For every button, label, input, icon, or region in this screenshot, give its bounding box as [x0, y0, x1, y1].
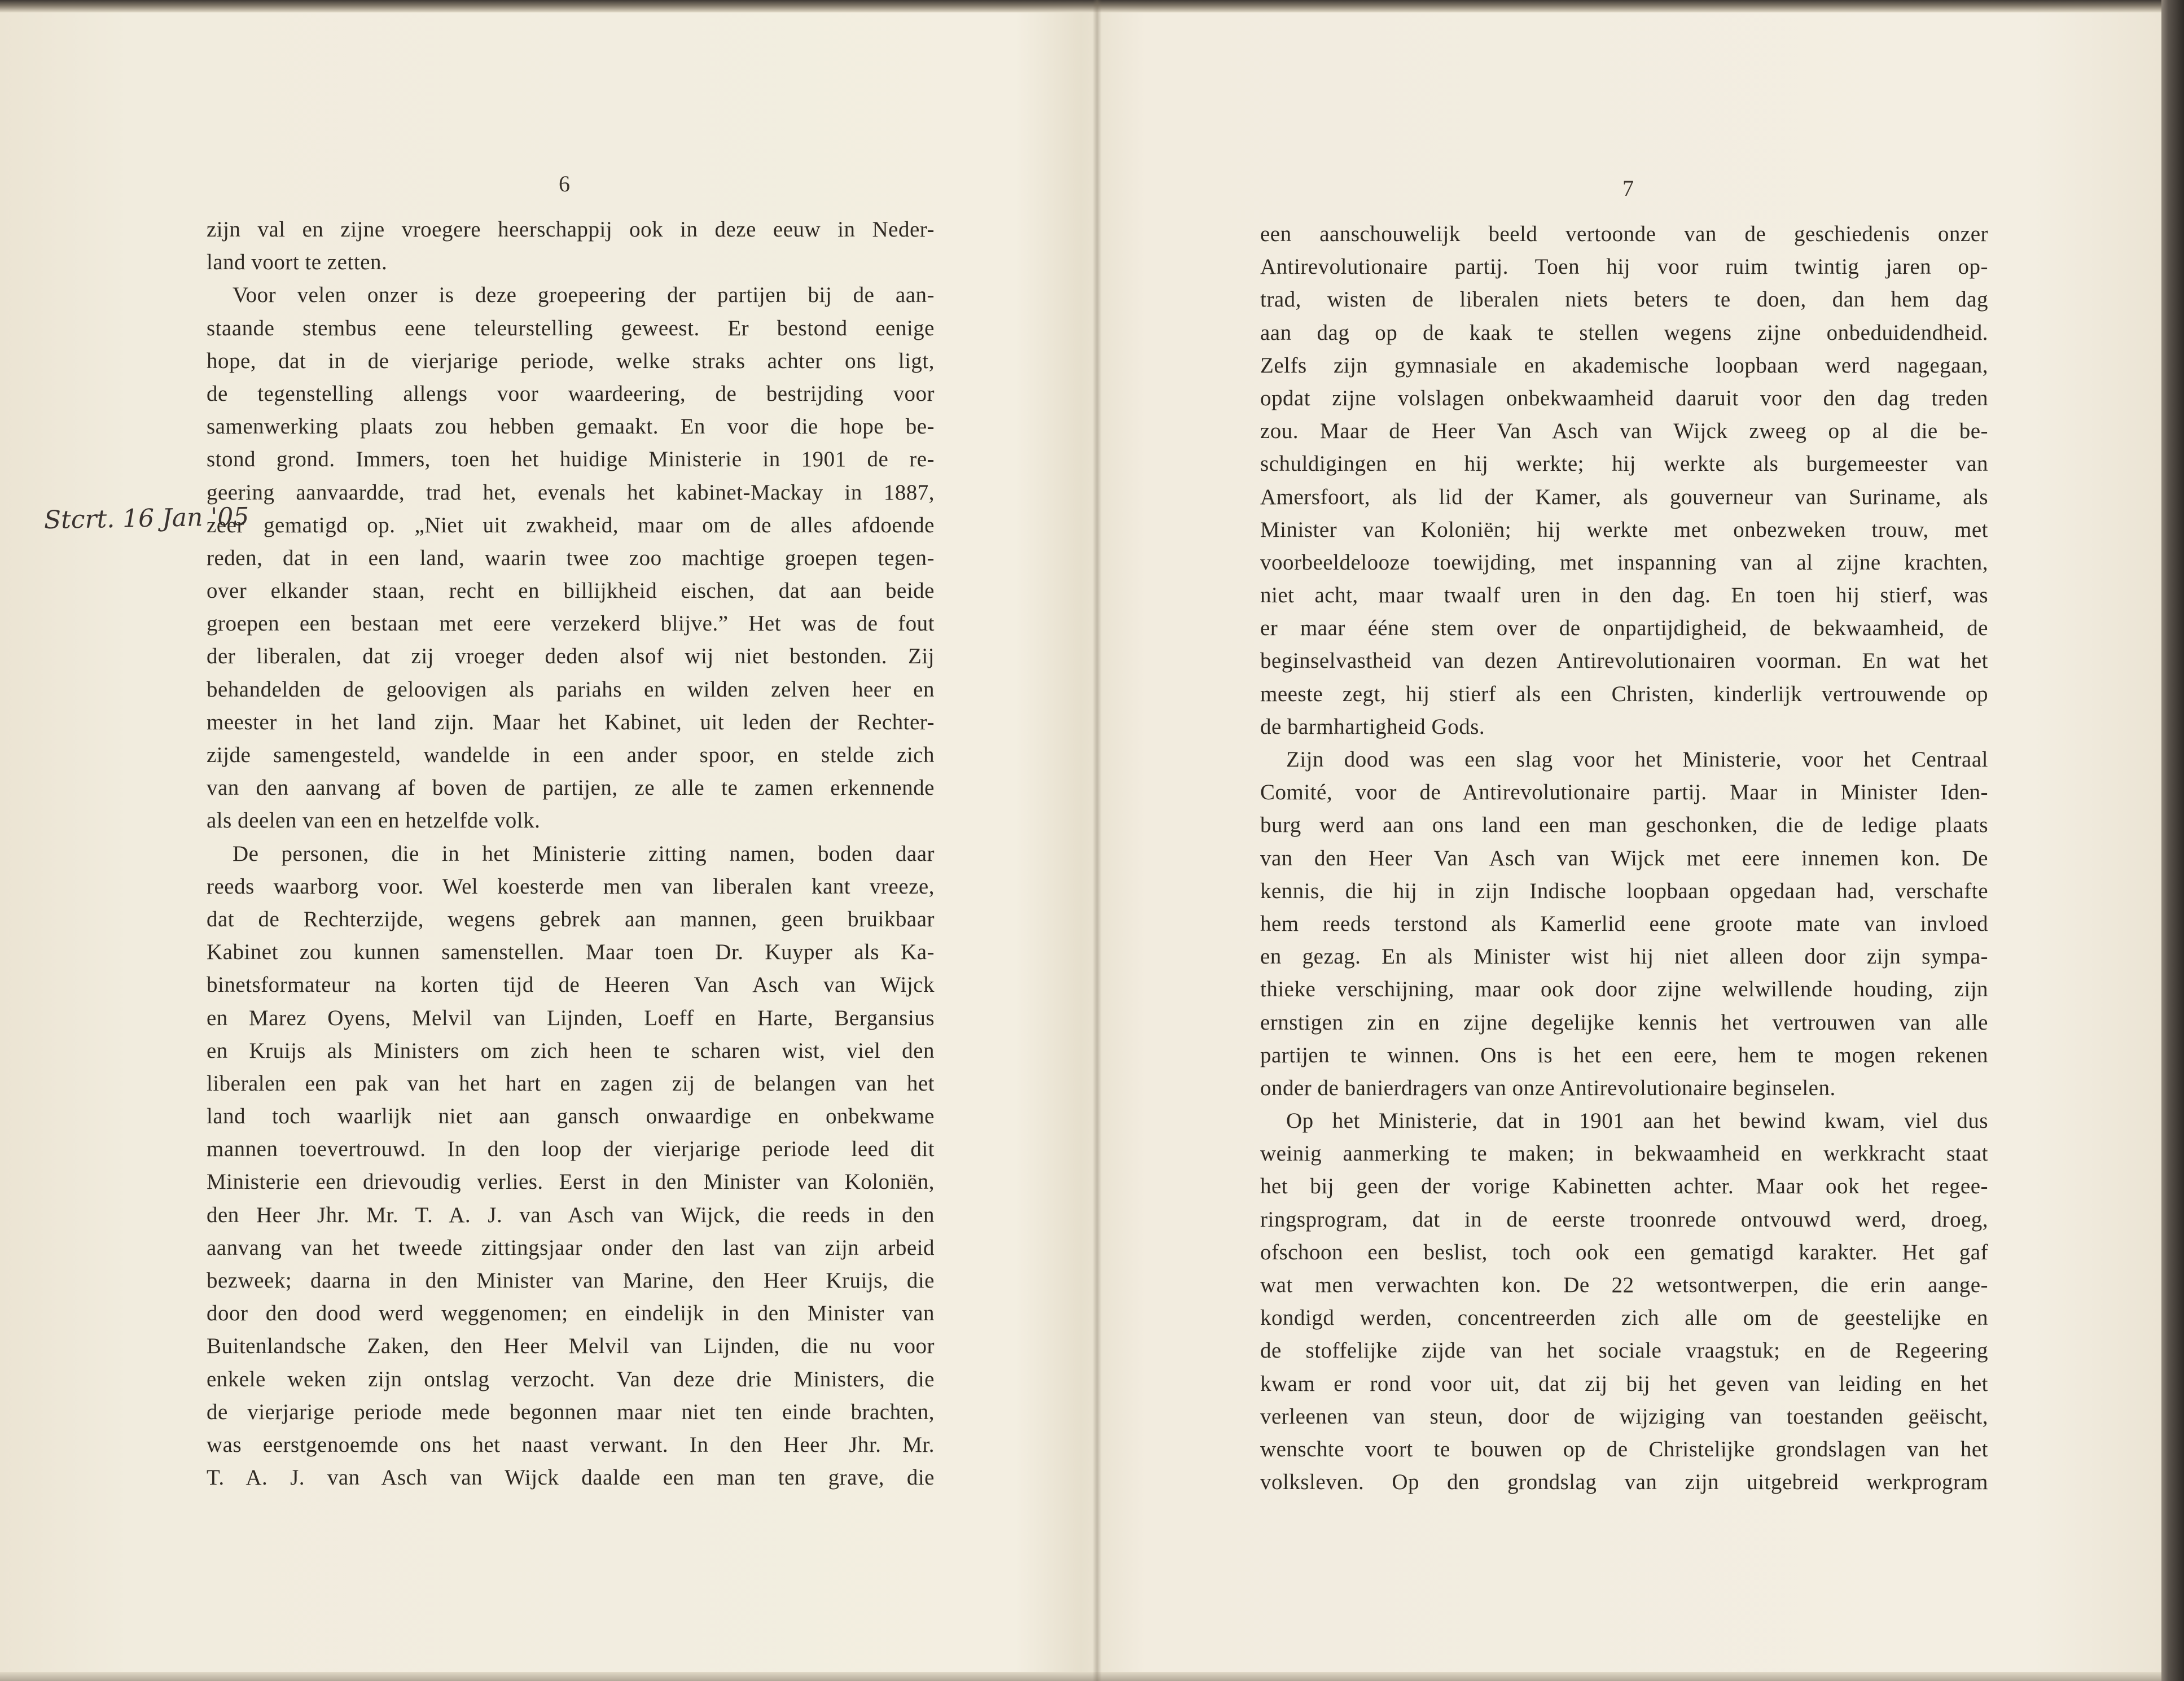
text-line: liberalen een pak van het hart en zagen zij de belangen van het — [207, 1071, 935, 1096]
text-line: ringsprogram, dat in de eerste troonrede ontvouwd werd, droeg, — [1260, 1207, 1988, 1232]
text-line: hope, dat in de vierjarige periode, welke straks achter ons ligt, — [207, 348, 935, 373]
text-line: reden, dat in een land, waarin twee zoo machtige groepen tegen- — [207, 545, 935, 570]
text-line: over elkander staan, recht en billijkheid eischen, dat aan beide — [207, 579, 935, 603]
text-line: het bij geen der vorige Kabinetten achter. Maar ook het regee- — [1260, 1174, 1988, 1199]
text-line: staande stembus eene teleurstelling geweest. Er bestond eenige — [207, 316, 935, 340]
text-line: als deelen van een en hetzelfde volk. — [207, 808, 541, 833]
text-line: opdat zijne volslagen onbekwaamheid daaruit voor den dag treden — [1260, 386, 1988, 410]
handwritten-margin-note: Stcrt. 16 Jan '05 — [43, 502, 249, 535]
page-top-edge — [0, 0, 2161, 12]
text-line: bezweek; daarna in den Minister van Marine, den Heer Kruijs, die — [207, 1268, 935, 1293]
text-line: en gezag. En als Minister wist hij niet alleen door zijn sympa- — [1260, 944, 1988, 969]
text-line: stond grond. Immers, toen het huidige Ministerie in 1901 de re- — [207, 447, 935, 472]
text-line: kondigd werden, concentreerden zich alle om de geestelijke en — [1260, 1306, 1988, 1330]
text-line: groepen een bestaan met eere verzekerd blijve.” Het was de fout — [207, 611, 935, 636]
text-line: geering aanvaardde, trad het, evenals het kabinet-Mackay in 1887, — [207, 480, 935, 505]
text-line: de barmhartigheid Gods. — [1260, 714, 1485, 739]
text-line: kennis, die hij in zijn Indische loopbaan opgedaan had, verschafte — [1260, 878, 1988, 903]
text-line: Minister van Koloniën; hij werkte met onbezweken trouw, met — [1260, 517, 1988, 542]
text-line: de vierjarige periode mede begonnen maar niet ten einde brachten, — [207, 1399, 935, 1424]
text-line: zeer gematigd op. „Niet uit zwakheid, maar om de alles afdoende — [207, 513, 935, 537]
text-line: Zelfs zijn gymnasiale en akademische loopbaan werd nagegaan, — [1260, 353, 1988, 378]
text-line: van den aanvang af boven de partijen, ze alle te zamen erkennende — [207, 776, 935, 800]
text-line: Zijn dood was een slag voor het Ministerie, voor het Centraal — [1286, 747, 1988, 772]
right-page-text — [1260, 218, 1988, 1499]
text-line: zijn val en zijne vroegere heerschappij ook in deze eeuw in Neder- — [207, 217, 935, 242]
left-page-number: 6 — [559, 171, 570, 196]
text-line: Kabinet zou kunnen samenstellen. Maar toen Dr. Kuyper als Ka- — [207, 940, 935, 965]
text-line: door den dood werd weggenomen; en eindelijk in den Minister van — [207, 1301, 935, 1326]
text-line: van den Heer Van Asch van Wijck met eere innemen kon. De — [1260, 846, 1988, 870]
text-line: burg werd aan ons land een man geschonken, die de ledige plaats — [1260, 813, 1988, 838]
text-line: trad, wisten de liberalen niets beters te doen, dan hem dag — [1260, 287, 1988, 312]
text-line: hem reeds terstond als Kamerlid eene groote mate van invloed — [1260, 911, 1988, 936]
text-line: meester in het land zijn. Maar het Kabinet, uit leden der Rechter- — [207, 710, 935, 734]
page-bottom-edge — [0, 1672, 2161, 1681]
text-line: wat men verwachten kon. De 22 wetsontwerpen, die erin aange- — [1260, 1273, 1988, 1297]
text-line: samenwerking plaats zou hebben gemaakt. En voor die hope be- — [207, 414, 935, 439]
book-gutter — [1093, 0, 1102, 1681]
text-line: onder de banierdragers van onze Antirevolutionaire beginselen. — [1260, 1075, 1836, 1100]
text-line: aan dag op de kaak te stellen wegens zijne onbeduidendheid. — [1260, 320, 1988, 345]
text-line: zou. Maar de Heer Van Asch van Wijck zweeg op al die be- — [1260, 419, 1988, 444]
text-line: De personen, die in het Ministerie zitting namen, boden daar — [233, 841, 935, 866]
text-line: Comité, voor de Antirevolutionaire partij. Maar in Minister Iden- — [1260, 780, 1988, 805]
text-line: kwam er rond voor uit, dat zij bij het geven van leiding en het — [1260, 1371, 1988, 1396]
text-line: dat de Rechterzijde, wegens gebrek aan mannen, geen bruikbaar — [207, 907, 935, 931]
text-line: was eerstgenoemde ons het naast verwant. In den Heer Jhr. Mr. — [207, 1432, 935, 1457]
text-line: en Marez Oyens, Melvil van Lijnden, Loeff en Harte, Bergansius — [207, 1005, 935, 1030]
text-line: aanvang van het tweede zittingsjaar onder den last van zijn arbeid — [207, 1235, 935, 1260]
text-line: meeste zegt, hij stierf als een Christen, kinderlijk vertrouwende op — [1260, 681, 1988, 706]
text-line: Amersfoort, als lid der Kamer, als gouverneur van Suriname, als — [1260, 484, 1988, 509]
text-line: der liberalen, dat zij vroeger deden alsof wij niet bestonden. Zij — [207, 644, 935, 669]
text-line: schuldigingen en hij werkte; hij werkte als burgemeester van — [1260, 452, 1988, 476]
text-line: volksleven. Op den grondslag van zijn uitgebreid werkprogram — [1260, 1470, 1988, 1495]
text-line: ernstigen zin en zijne degelijke kennis het vertrouwen van alle — [1260, 1010, 1988, 1035]
text-line: Buitenlandsche Zaken, den Heer Melvil van Lijnden, die nu voor — [207, 1334, 935, 1359]
text-line: de stoffelijke zijde van het sociale vraagstuk; en de Regeering — [1260, 1338, 1988, 1363]
text-line: ofschoon een beslist, toch ook een gematigd karakter. Het gaf — [1260, 1240, 1988, 1264]
text-line: voorbeeldelooze toewijding, met inspanning van al zijne krachten, — [1260, 550, 1988, 575]
book-right-edge — [2161, 0, 2184, 1681]
text-line: den Heer Jhr. Mr. T. A. J. van Asch van Wijck, die reeds in den — [207, 1202, 935, 1227]
text-line: Voor velen onzer is deze groepeering der partijen bij de aan- — [233, 283, 935, 308]
text-line: enkele weken zijn ontslag verzocht. Van deze drie Ministers, die — [207, 1367, 935, 1391]
text-line: en Kruijs als Ministers om zich heen te scharen wist, viel den — [207, 1038, 935, 1063]
text-line: wenschte voort te bouwen op de Christelijke grondslagen van het — [1260, 1437, 1988, 1461]
text-line: partijen te winnen. Ons is het een eere, hem te mogen rekenen — [1260, 1043, 1988, 1067]
text-line: Ministerie een drievoudig verlies. Eerst in den Minister van Koloniën, — [207, 1170, 935, 1194]
text-line: de tegenstelling allengs voor waardeering, de bestrijding voor — [207, 381, 935, 406]
text-line: Op het Ministerie, dat in 1901 aan het bewind kwam, viel dus — [1286, 1109, 1988, 1133]
text-line: beginselvastheid van dezen Antirevolutionairen voorman. En wat het — [1260, 649, 1988, 673]
text-line: er maar ééne stem over de onpartijdigheid, de bekwaamheid, de — [1260, 616, 1988, 641]
text-line: weinig aanmerking te maken; in bekwaamheid en werkkracht staat — [1260, 1141, 1988, 1166]
left-page-text — [207, 213, 935, 1494]
text-line: mannen toevertrouwd. In den loop der vierjarige periode leed dit — [207, 1137, 935, 1162]
text-line: zijde samengesteld, wandelde in een ander spoor, en stelde zich — [207, 743, 935, 767]
text-line: T. A. J. van Asch van Wijck daalde een man ten grave, die — [207, 1465, 935, 1490]
text-line: verleenen van steun, door de wijziging van toestanden geëischt, — [1260, 1404, 1988, 1429]
text-line: reeds waarborg voor. Wel koesterde men van liberalen kant vreeze, — [207, 874, 935, 899]
text-line: land toch waarlijk niet aan gansch onwaardige en onbekwame — [207, 1104, 935, 1129]
text-line: binetsformateur na korten tijd de Heeren Van Asch van Wijck — [207, 973, 935, 997]
text-line: behandelden de geloovigen als pariahs en wilden zelven heer en — [207, 677, 935, 702]
text-line: thieke verschijning, maar ook door zijne welwillende houding, zijn — [1260, 977, 1988, 1002]
text-line: een aanschouwelijk beeld vertoonde van de geschiedenis onzer — [1260, 222, 1988, 246]
text-line: Antirevolutionaire partij. Toen hij voor ruim twintig jaren op- — [1260, 255, 1988, 279]
text-line: land voort te zetten. — [207, 250, 388, 275]
text-line: niet acht, maar twaalf uren in den dag. En toen hij stierf, was — [1260, 583, 1988, 608]
right-page-number: 7 — [1622, 176, 1634, 201]
